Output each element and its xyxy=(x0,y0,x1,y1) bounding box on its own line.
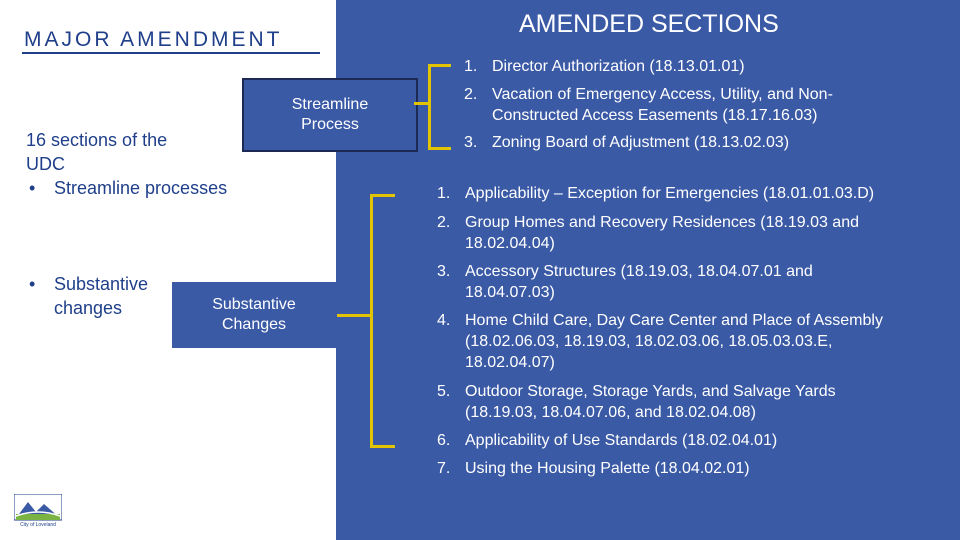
streamline-item: 2. Vacation of Emergency Access, Utility, and Non- Constructed Access Easements (18.17.16.03) xyxy=(464,86,833,124)
streamline-process-label: Streamline Process xyxy=(291,96,369,133)
streamline-item: 1. Director Authorization (18.13.01.01) xyxy=(464,58,745,75)
bullet-dot: • xyxy=(29,178,36,198)
substantive-item: 4. Home Child Care, Day Care Center and Place of Assembly (18.02.06.03, 18.19.03, 18.02.03.06, 18.05.03.03.E, 18.02.04.07) xyxy=(437,312,883,371)
major-amendment-title: MAJOR AMENDMENT xyxy=(24,28,283,51)
streamline-connector xyxy=(414,102,429,105)
streamline-process-box xyxy=(242,78,418,152)
substantive-item: 7. Using the Housing Palette (18.04.02.01) xyxy=(437,460,750,477)
logo-caption: City of Loveland xyxy=(20,522,56,528)
substantive-item: 1. Applicability – Exception for Emergencies (18.01.01.03.D) xyxy=(437,185,875,202)
bullet-streamline xyxy=(26,176,254,200)
substantive-item: 2. Group Homes and Recovery Residences (18.19.03 and 18.02.04.04) xyxy=(437,214,859,252)
substantive-item: 5. Outdoor Storage, Storage Yards, and Salvage Yards (18.19.03, 18.04.07.06, and 18.02.04.08) xyxy=(437,383,836,421)
substantive-item: 6. Applicability of Use Standards (18.02.04.01) xyxy=(437,432,778,449)
bullet-substantive-text: Substantive changes xyxy=(54,274,149,318)
amended-sections-title: AMENDED SECTIONS xyxy=(519,10,779,38)
streamline-bracket xyxy=(428,64,451,150)
bullet-dot: • xyxy=(29,274,36,294)
substantive-connector xyxy=(337,314,371,317)
summary-text: 16 sections of the UDC xyxy=(26,130,168,174)
substantive-changes-box xyxy=(172,282,336,348)
bullet-streamline-text: Streamline processes xyxy=(54,178,228,198)
substantive-bracket xyxy=(370,194,395,448)
title-underline xyxy=(22,52,320,54)
substantive-changes-label: Substantive Changes xyxy=(212,296,296,333)
substantive-item: 3. Accessory Structures (18.19.03, 18.04.07.01 and 18.04.07.03) xyxy=(437,263,813,301)
streamline-item: 3. Zoning Board of Adjustment (18.13.02.03) xyxy=(464,134,790,151)
